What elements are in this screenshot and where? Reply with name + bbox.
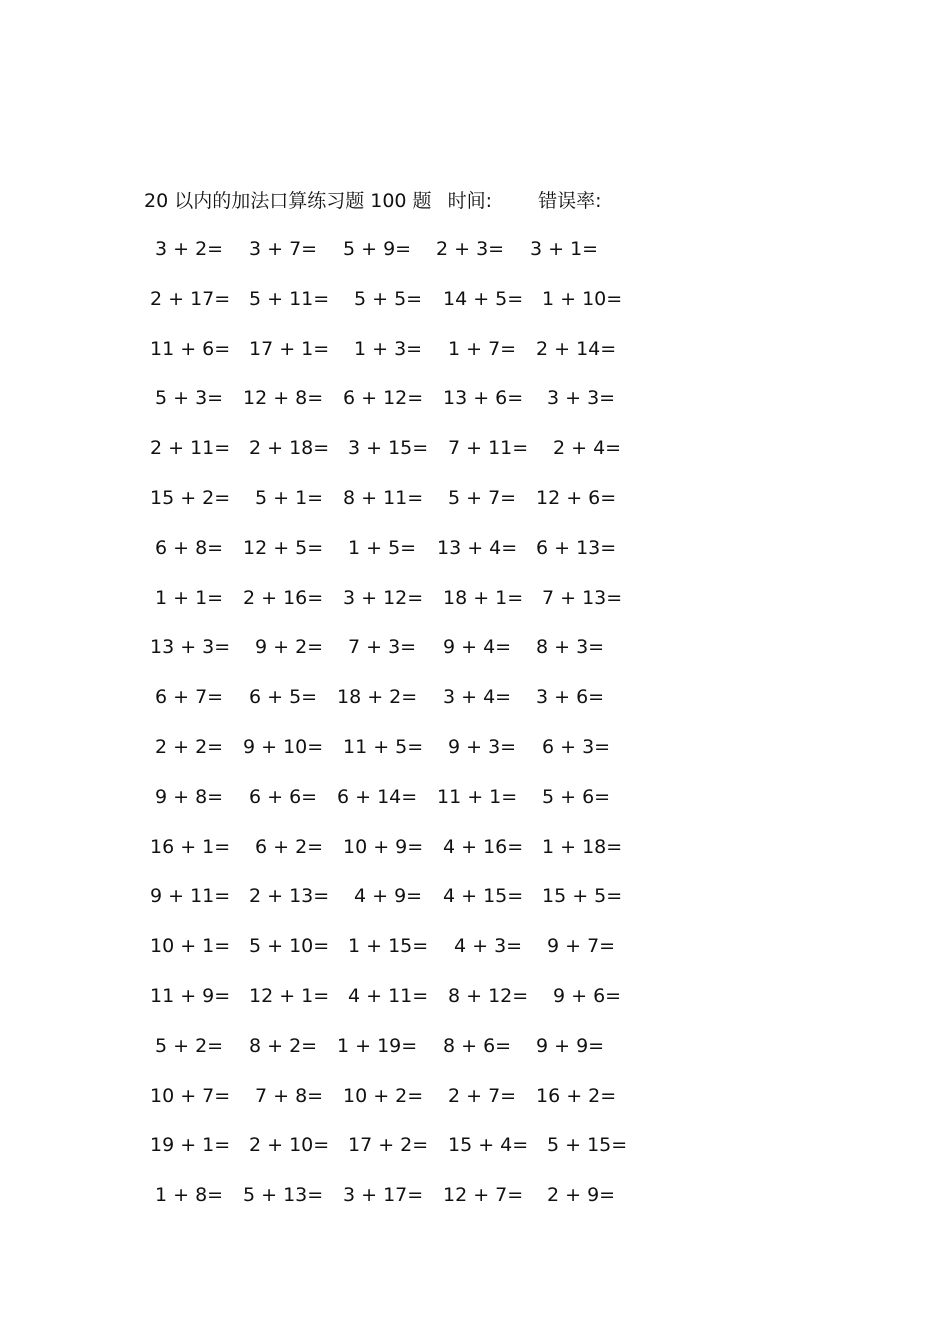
problem-r16-c1: 11 + 9= xyxy=(150,985,231,1007)
problem-r16-c2: 12 + 1= xyxy=(249,985,330,1007)
problem-r5-c4: 7 + 11= xyxy=(448,437,529,459)
problem-r2-c3: 5 + 5= xyxy=(354,288,423,310)
problem-r11-c3: 11 + 5= xyxy=(343,736,424,758)
problem-r3-c3: 1 + 3= xyxy=(354,338,423,360)
problem-r15-c3: 1 + 15= xyxy=(348,935,429,957)
problem-r3-c2: 17 + 1= xyxy=(249,338,330,360)
problem-r5-c3: 3 + 15= xyxy=(348,437,429,459)
problem-r14-c4: 4 + 15= xyxy=(443,885,524,907)
problem-r5-c2: 2 + 18= xyxy=(249,437,330,459)
problem-r8-c3: 3 + 12= xyxy=(343,587,424,609)
problem-r1-c2: 3 + 7= xyxy=(249,238,318,260)
problem-r10-c4: 3 + 4= xyxy=(443,686,512,708)
problem-r5-c1: 2 + 11= xyxy=(150,437,231,459)
problem-r4-c4: 13 + 6= xyxy=(443,387,524,409)
problem-r6-c1: 15 + 2= xyxy=(150,487,231,509)
problem-r17-c1: 5 + 2= xyxy=(155,1035,224,1057)
problem-r2-c2: 5 + 11= xyxy=(249,288,330,310)
problem-r19-c1: 19 + 1= xyxy=(150,1134,231,1156)
problem-r2-c5: 1 + 10= xyxy=(542,288,623,310)
problem-r15-c4: 4 + 3= xyxy=(454,935,523,957)
problem-r4-c5: 3 + 3= xyxy=(547,387,616,409)
problem-r10-c1: 6 + 7= xyxy=(155,686,224,708)
problem-r6-c3: 8 + 11= xyxy=(343,487,424,509)
problem-r13-c3: 10 + 9= xyxy=(343,836,424,858)
problem-r9-c3: 7 + 3= xyxy=(348,636,417,658)
problem-r1-c1: 3 + 2= xyxy=(155,238,224,260)
worksheet-title: 20 以内的加法口算练习题 100 题 xyxy=(144,190,432,212)
problem-r17-c4: 8 + 6= xyxy=(443,1035,512,1057)
problem-r8-c2: 2 + 16= xyxy=(243,587,324,609)
problem-r15-c1: 10 + 1= xyxy=(150,935,231,957)
problem-r10-c2: 6 + 5= xyxy=(249,686,318,708)
problem-r3-c4: 1 + 7= xyxy=(448,338,517,360)
problem-r7-c2: 12 + 5= xyxy=(243,537,324,559)
problem-r7-c1: 6 + 8= xyxy=(155,537,224,559)
problem-r13-c1: 16 + 1= xyxy=(150,836,231,858)
problem-r8-c1: 1 + 1= xyxy=(155,587,224,609)
problem-r14-c3: 4 + 9= xyxy=(354,885,423,907)
time-label: 时间: xyxy=(447,190,493,212)
problem-r20-c2: 5 + 13= xyxy=(243,1184,324,1206)
problem-r7-c4: 13 + 4= xyxy=(437,537,518,559)
problem-r16-c3: 4 + 11= xyxy=(348,985,429,1007)
problem-r13-c4: 4 + 16= xyxy=(443,836,524,858)
problem-r10-c3: 18 + 2= xyxy=(337,686,418,708)
problem-r7-c5: 6 + 13= xyxy=(536,537,617,559)
problem-r14-c5: 15 + 5= xyxy=(542,885,623,907)
problem-r13-c2: 6 + 2= xyxy=(255,836,324,858)
problem-r11-c5: 6 + 3= xyxy=(542,736,611,758)
error-rate-label: 错误率: xyxy=(538,190,602,212)
problem-r15-c2: 5 + 10= xyxy=(249,935,330,957)
problem-r12-c5: 5 + 6= xyxy=(542,786,611,808)
problem-r16-c5: 9 + 6= xyxy=(553,985,622,1007)
problem-r6-c5: 12 + 6= xyxy=(536,487,617,509)
problem-r18-c3: 10 + 2= xyxy=(343,1085,424,1107)
problem-r1-c3: 5 + 9= xyxy=(343,238,412,260)
problem-r4-c1: 5 + 3= xyxy=(155,387,224,409)
problem-r5-c5: 2 + 4= xyxy=(553,437,622,459)
problem-r9-c1: 13 + 3= xyxy=(150,636,231,658)
problem-r19-c5: 5 + 15= xyxy=(547,1134,628,1156)
problem-r18-c1: 10 + 7= xyxy=(150,1085,231,1107)
problem-r3-c1: 11 + 6= xyxy=(150,338,231,360)
problem-r14-c2: 2 + 13= xyxy=(249,885,330,907)
problem-r8-c5: 7 + 13= xyxy=(542,587,623,609)
problem-r7-c3: 1 + 5= xyxy=(348,537,417,559)
problem-r10-c5: 3 + 6= xyxy=(536,686,605,708)
problem-r9-c4: 9 + 4= xyxy=(443,636,512,658)
problem-r1-c4: 2 + 3= xyxy=(436,238,505,260)
problem-r6-c2: 5 + 1= xyxy=(255,487,324,509)
problem-r20-c3: 3 + 17= xyxy=(343,1184,424,1206)
problem-r9-c5: 8 + 3= xyxy=(536,636,605,658)
problem-r4-c3: 6 + 12= xyxy=(343,387,424,409)
problem-r18-c2: 7 + 8= xyxy=(255,1085,324,1107)
problem-r11-c2: 9 + 10= xyxy=(243,736,324,758)
problem-r13-c5: 1 + 18= xyxy=(542,836,623,858)
problem-r12-c2: 6 + 6= xyxy=(249,786,318,808)
problem-r11-c4: 9 + 3= xyxy=(448,736,517,758)
problem-r12-c3: 6 + 14= xyxy=(337,786,418,808)
problem-r18-c5: 16 + 2= xyxy=(536,1085,617,1107)
problem-r12-c1: 9 + 8= xyxy=(155,786,224,808)
problem-r19-c2: 2 + 10= xyxy=(249,1134,330,1156)
problem-r17-c3: 1 + 19= xyxy=(337,1035,418,1057)
problem-r15-c5: 9 + 7= xyxy=(547,935,616,957)
problem-r20-c5: 2 + 9= xyxy=(547,1184,616,1206)
problem-r14-c1: 9 + 11= xyxy=(150,885,231,907)
problem-r17-c2: 8 + 2= xyxy=(249,1035,318,1057)
problem-r9-c2: 9 + 2= xyxy=(255,636,324,658)
problem-r2-c1: 2 + 17= xyxy=(150,288,231,310)
problem-r17-c5: 9 + 9= xyxy=(536,1035,605,1057)
problem-r19-c3: 17 + 2= xyxy=(348,1134,429,1156)
problem-r20-c4: 12 + 7= xyxy=(443,1184,524,1206)
problem-r11-c1: 2 + 2= xyxy=(155,736,224,758)
problem-r3-c5: 2 + 14= xyxy=(536,338,617,360)
problem-r12-c4: 11 + 1= xyxy=(437,786,518,808)
problem-r8-c4: 18 + 1= xyxy=(443,587,524,609)
problem-r19-c4: 15 + 4= xyxy=(448,1134,529,1156)
problem-r20-c1: 1 + 8= xyxy=(155,1184,224,1206)
problem-r1-c5: 3 + 1= xyxy=(530,238,599,260)
problem-r4-c2: 12 + 8= xyxy=(243,387,324,409)
problem-r16-c4: 8 + 12= xyxy=(448,985,529,1007)
problem-r6-c4: 5 + 7= xyxy=(448,487,517,509)
problem-r2-c4: 14 + 5= xyxy=(443,288,524,310)
problem-r18-c4: 2 + 7= xyxy=(448,1085,517,1107)
